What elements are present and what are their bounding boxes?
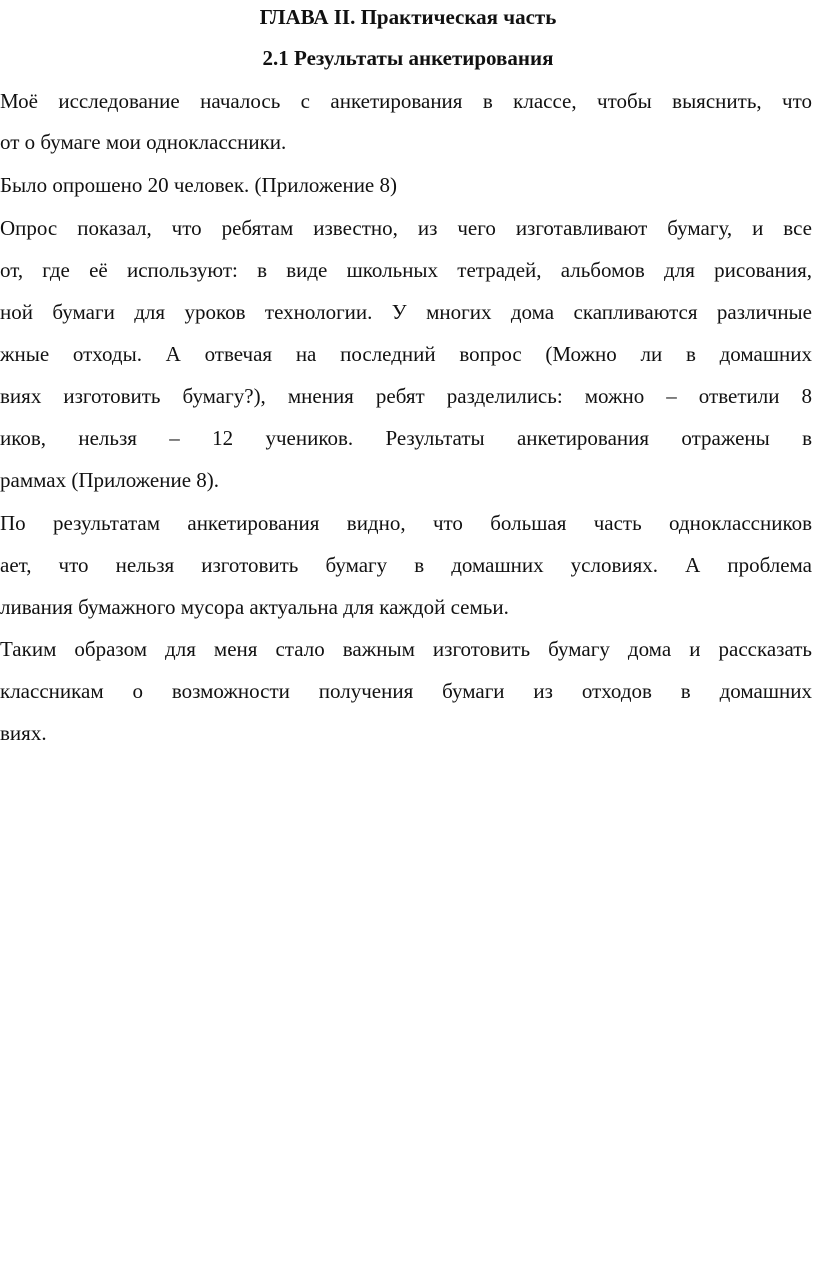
text-line: Таким образом для меня стало важным изготовить бумагу дома и рассказать (0, 637, 812, 661)
text-line: Моё исследование началось с анкетирования в классе, чтобы выяснить, что (0, 89, 812, 113)
text-line: виях. (0, 721, 47, 745)
text-line: классникам о возможности получения бумаги из отходов в домашних (0, 679, 812, 703)
text-line: ливания бумажного мусора актуальна для каждой семьи. (0, 595, 509, 619)
text-line: Было опрошено 20 человек. (Приложение 8) (0, 173, 397, 197)
text-line: иков, нельзя – 12 учеников. Результаты анкетирования отражены в (0, 426, 812, 450)
text-line: ает, что нельзя изготовить бумагу в домашних условиях. А проблема (0, 553, 812, 577)
text-line: Опрос показал, что ребятам известно, из чего изготавливают бумагу, и все (0, 216, 812, 240)
text-line: виях изготовить бумагу?), мнения ребят разделились: можно – ответили 8 (0, 384, 812, 408)
chapter-title: ГЛАВА II. Практическая часть (259, 5, 557, 29)
text-line: жные отходы. А отвечая на последний вопрос (Можно ли в домашних (0, 342, 812, 366)
text-line: от, где её используют: в виде школьных тетрадей, альбомов для рисования, (0, 258, 812, 282)
text-line: ной бумаги для уроков технологии. У многих дома скапливаются различные (0, 300, 812, 324)
text-line: раммах (Приложение 8). (0, 468, 220, 492)
text-line: По результатам анкетирования видно, что большая часть одноклассников (0, 511, 812, 535)
text-line: от о бумаге мои одноклассники. (0, 130, 287, 154)
section-title: 2.1 Результаты анкетирования (262, 46, 554, 70)
